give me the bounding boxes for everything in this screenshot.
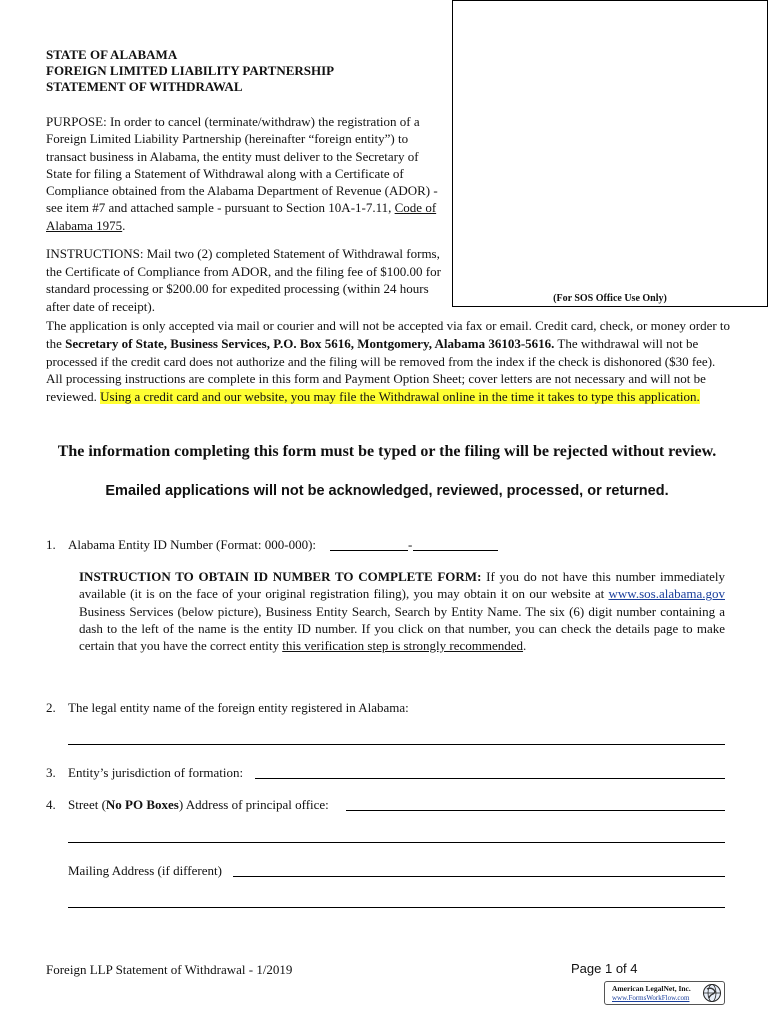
item-4-number: 4.	[46, 797, 56, 812]
footer-form-version: Foreign LLP Statement of Withdrawal - 1/2019	[46, 962, 293, 977]
sos-office-use-note: (For SOS Office Use Only)	[553, 293, 667, 304]
item-3-number: 3.	[46, 765, 56, 780]
entity-id-field-left[interactable]	[330, 550, 408, 551]
principal-office-address-field[interactable]	[346, 810, 725, 811]
globe-icon	[702, 983, 722, 1003]
item-3-label: Entity’s jurisdiction of formation:	[68, 765, 244, 780]
no-po-boxes-note: No PO Boxes	[105, 797, 179, 812]
american-legalnet-logo	[604, 981, 725, 1005]
page-number: Page 1 of 4	[571, 961, 638, 976]
mailing-address-row	[0, 862, 770, 882]
instructions-processing-text: The withdrawal will not be processed if the credit card does not authorize and the filing will be removed from the index if the check is dishonored ($30 fee). All processing instructions are complete in this form and Payment Option Sheet; cover letters are not necessary and will not be reviewed.	[46, 335, 716, 405]
email-warning: Emailed applications will not be acknowledged, reviewed, processed, or returned.	[105, 483, 669, 499]
mailing-address-label: Mailing Address (if different)	[68, 863, 222, 878]
id-instruction-paragraph	[79, 568, 725, 654]
item-4-row	[0, 796, 770, 816]
entity-id-field-right[interactable]	[413, 550, 498, 551]
item-4-label-pre: Street (	[68, 797, 106, 812]
instructions-paragraph-bottom	[46, 317, 732, 406]
entity-name-field[interactable]	[68, 744, 725, 745]
header-state: STATE OF ALABAMA	[46, 47, 178, 62]
purpose-text: PURPOSE: In order to cancel (terminate/withdraw) the registration of a Foreign Limited Liability Partnership (hereinafter “foreign entity”) to transact business in Alabama, the entity must deliver to the Secretary of State for filing a Statement of Withdrawal along with a Certificate of Compliance obtained from the Alabama Department of Revenue (ADOR) - see item #7 and attached sample - pursuant to Section 10A-1-7.11,	[46, 114, 438, 216]
instructions-paragraph-top: INSTRUCTIONS: Mail two (2) completed Statement of Withdrawal forms, the Certificate of Compliance from ADOR, and the filing fee of $100.00 for standard processing or $200.00 for expedited processing (within 24 hours after date of receipt).	[46, 246, 441, 314]
sos-website-link[interactable]: www.sos.alabama.gov	[608, 586, 725, 602]
online-filing-highlight: Using a credit card and our website, you may file the Withdrawal online in the time it takes to type this application.	[100, 389, 700, 405]
code-of-alabama-reference: Code of Alabama 1975	[46, 200, 437, 233]
id-instruction-text: If you do not have this number immediately available (it is on the face of your original registration filing), you may obtain it on our website at	[79, 569, 725, 602]
id-instruction-text-2: Business Services (below picture), Business Entity Search, Search by Entity Name. The six (6) digit number containing a dash to the left of the name is the entity ID number. If you click on that number, you can check the details page to make certain that you have the correct entity	[79, 603, 725, 654]
id-instruction-heading: INSTRUCTION TO OBTAIN ID NUMBER TO COMPLETE FORM:	[79, 569, 482, 584]
item-2-row	[0, 699, 770, 719]
item-1-row	[0, 536, 770, 556]
purpose-end: .	[122, 217, 126, 233]
verification-recommendation: this verification step is strongly recommended	[282, 638, 524, 654]
instructions-mail-text: The application is only accepted via mail or courier and will not be accepted via fax or email. Credit card, check, or money order to the	[46, 318, 731, 351]
item-3-row	[0, 764, 770, 784]
id-instruction-end: .	[523, 638, 527, 654]
form-header	[46, 47, 334, 95]
mailing-address-line-2[interactable]	[68, 907, 725, 908]
header-entity-type: FOREIGN LIMITED LIABILITY PARTNERSHIP	[46, 63, 335, 78]
typed-warning: The information completing this form must be typed or the filing will be rejected without review.	[57, 443, 717, 460]
principal-office-address-line-2[interactable]	[68, 842, 725, 843]
logo-company-name: American LegalNet, Inc.	[612, 984, 691, 993]
item-2-number: 2.	[46, 700, 56, 715]
item-1-label: Alabama Entity ID Number (Format: 000-000):	[68, 537, 317, 552]
mailing-address-field[interactable]	[233, 876, 725, 877]
item-4-label	[68, 796, 329, 813]
item-1-number: 1.	[46, 537, 56, 552]
jurisdiction-field[interactable]	[255, 778, 725, 779]
header-form-title: STATEMENT OF WITHDRAWAL	[46, 79, 243, 94]
mailing-address-bold: Secretary of State, Business Services, P.O. Box 5616, Montgomery, Alabama 36103-5616.	[65, 335, 555, 351]
entity-id-dash: -	[408, 537, 413, 552]
purpose-paragraph	[46, 113, 442, 234]
sos-office-use-box	[452, 0, 768, 307]
item-4-label-post: ) Address of principal office:	[178, 797, 329, 812]
item-2-label: The legal entity name of the foreign entity registered in Alabama:	[68, 700, 409, 715]
logo-website: www.FormsWorkFlow.com	[612, 994, 690, 1002]
